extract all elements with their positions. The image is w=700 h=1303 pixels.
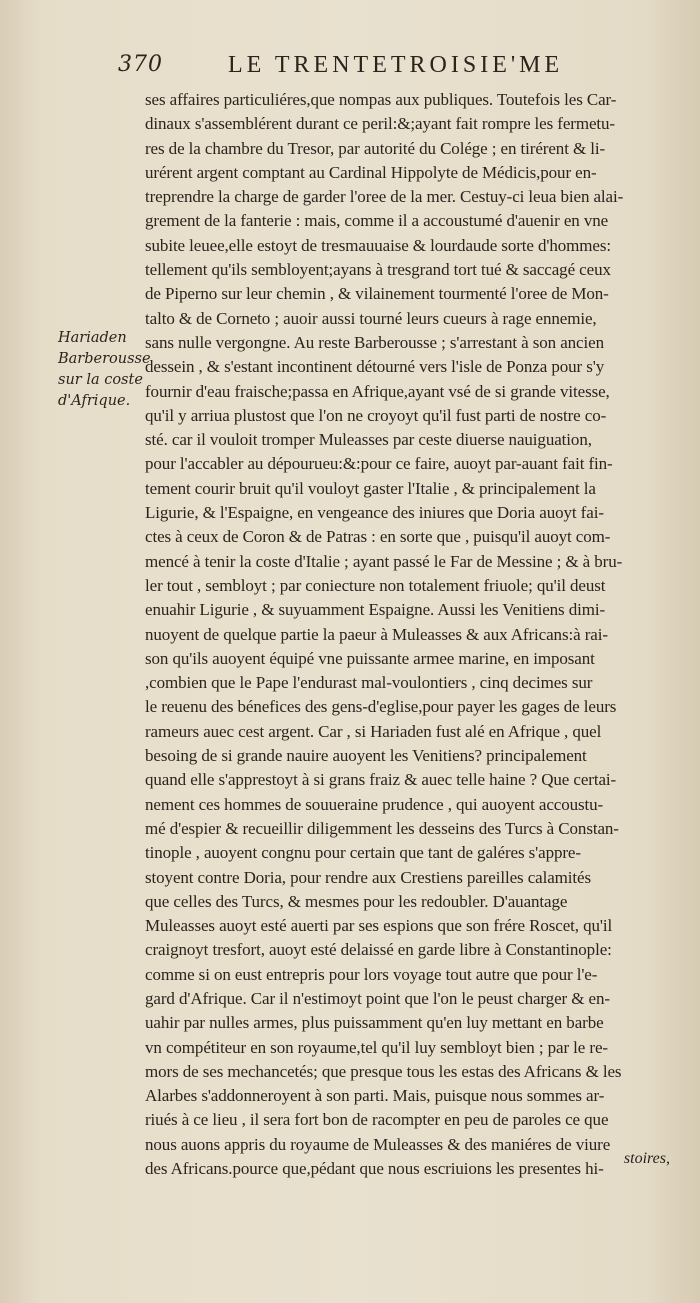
text-line: son qu'ils auoyent équipé vne puissante armee marine, en imposant <box>145 648 595 668</box>
text-line: des Africans.pource que,pédant que nous escriuions les presentes hi- <box>145 1159 604 1179</box>
text-line: nuoyent de quelque partie la paeur à Muleasses & aux Africans:à rai- <box>145 624 608 644</box>
text-line: Muleasses auoyt esté auerti par ses espions que son frére Roscet, qu'il <box>145 916 613 936</box>
text-line: de Piperno sur leur chemin , & vilainement tourmenté l'oree de Mon- <box>145 284 609 304</box>
text-line: mors de ses mechancetés; que presque tous les estas des Africans & les <box>145 1061 622 1081</box>
text-line: ,combien que le Pape l'endurast mal-voulontiers , cinq decimes sur <box>145 673 593 693</box>
text-line: vn compétiteur en son royaume,tel qu'il luy sembloyt bien ; par le re- <box>145 1037 608 1057</box>
text-line: dessein , & s'estant incontinent détourné vers l'isle de Ponza pour s'y <box>145 357 605 377</box>
text-line: quand elle s'apprestoyt à si grans fraiz & auec telle haine ? Que certai- <box>145 770 617 790</box>
margin-note <box>58 328 151 412</box>
text-line: gard d'Afrique. Car il n'estimoyt point que l'on le peust charger & en- <box>145 988 610 1008</box>
text-line: uahir par nulles armes, plus puissamment qu'en luy mettant en barbe <box>145 1013 604 1033</box>
text-line: Ligurie, & l'Espaigne, en vengeance des iniures que Doria auoyt fai- <box>145 503 604 523</box>
text-line: fournir d'eau fraische;passa en Afrique,ayant vsé de si grande vitesse, <box>145 381 610 401</box>
text-line: pour l'accabler au dépourueu:&:pour ce faire, auoyt par-auant fait fin- <box>145 454 613 474</box>
text-line: craignoyt tresfort, auoyt esté delaissé en garde libre à Constantinople: <box>145 940 612 960</box>
page-number: 370 <box>118 52 163 77</box>
text-line: dinaux s'assemblérent durant ce peril:&;ayant fait rompre les fermetu- <box>145 114 615 134</box>
text-line: mencé à tenir la coste d'Italie ; ayant passé le Far de Messine ; & à bru- <box>145 551 623 571</box>
text-line: treprendre la charge de garder l'oree de la mer. Cestuy-ci leua bien alai- <box>145 187 624 207</box>
text-line: nement ces hommes de souueraine prudence , qui auoyent accoustu- <box>145 794 604 814</box>
text-line: tellement qu'ils sembloyent;ayans à tresgrand tort tué & saccagé ceux <box>145 260 611 280</box>
text-line: Alarbes s'addonneroyent à son parti. Mais, puisque nous sommes ar- <box>145 1086 605 1106</box>
running-head: LE TRENTETROISIE'ME <box>228 52 564 78</box>
margin-note-line: d'Afrique. <box>58 393 131 409</box>
page-header <box>118 52 678 84</box>
text-line: ler tout , sembloyt ; par coniecture non totalement friuole; qu'il deust <box>145 575 606 595</box>
text-line: sans nulle vergongne. Au reste Barberousse ; s'arrestant à son ancien <box>145 332 604 352</box>
text-line: mé d'espier & recueillir diligemment les desseins des Turcs à Constan- <box>145 818 619 838</box>
text-line: rameurs auec cest argent. Car , si Hariaden fust alé en Afrique , quel <box>145 721 602 741</box>
text-line: comme si on eust entrepris pour lors voyage tout autre que pour l'e- <box>145 964 598 984</box>
catchword: stoires, <box>623 1150 670 1167</box>
body-text <box>145 88 685 1181</box>
text-line: tinople , auoyent congnu pour certain que tant de galéres s'appre- <box>145 843 581 863</box>
margin-note-line: Hariaden <box>58 330 127 346</box>
text-line: ctes à ceux de Coron & de Patras : en sorte que , puisqu'il auoyt com- <box>145 527 611 547</box>
margin-note-line: Barberousse <box>58 351 151 367</box>
text-line: tement courir bruit qu'il vouloyt gaster l'Italie , & principalement la <box>145 478 596 498</box>
text-line: urérent argent comptant au Cardinal Hippolyte de Médicis,pour en- <box>145 162 597 182</box>
text-line: ses affaires particuliéres,que nompas aux publiques. Toutefois les Car- <box>145 90 617 109</box>
text-line: nous auons appris du royaume de Muleasses & des maniéres de viure <box>145 1134 611 1154</box>
margin-note-line: sur la coste <box>58 372 143 388</box>
text-line: qu'il y arriua plustost que l'on ne croyoyt qu'il fust parti de nostre co- <box>145 405 607 425</box>
text-line: stoyent contre Doria, pour rendre aux Crestiens pareilles calamités <box>145 867 592 887</box>
text-line: enuahir Ligurie , & suyuamment Espaigne. Aussi les Venitiens dimi- <box>145 600 606 620</box>
text-line: talto & de Corneto ; auoir aussi tourné leurs cueurs à rage ennemie, <box>145 308 597 328</box>
text-line: subite leuee,elle estoyt de tresmauuaise & lourdaude sorte d'hommes: <box>145 235 611 255</box>
text-line: que celles des Turcs, & mesmes pour les redoubler. D'auantage <box>145 891 568 911</box>
text-line: res de la chambre du Tresor, par autorité du Colége ; en tirérent & li- <box>145 138 606 158</box>
text-line: sté. car il vouloit tromper Muleasses par ceste diuerse nauiguation, <box>145 430 592 450</box>
text-line: riués à ce lieu , il sera fort bon de racompter en peu de paroles ce que <box>145 1110 609 1130</box>
text-line: le reuenu des bénefices des gens-d'eglise,pour payer les gages de leurs <box>145 697 617 717</box>
text-line: grement de la fanterie : mais, comme il a accoustumé d'auenir en vne <box>145 211 609 231</box>
text-line: besoing de si grande nauire auoyent les Venitiens? principalement <box>145 746 587 766</box>
